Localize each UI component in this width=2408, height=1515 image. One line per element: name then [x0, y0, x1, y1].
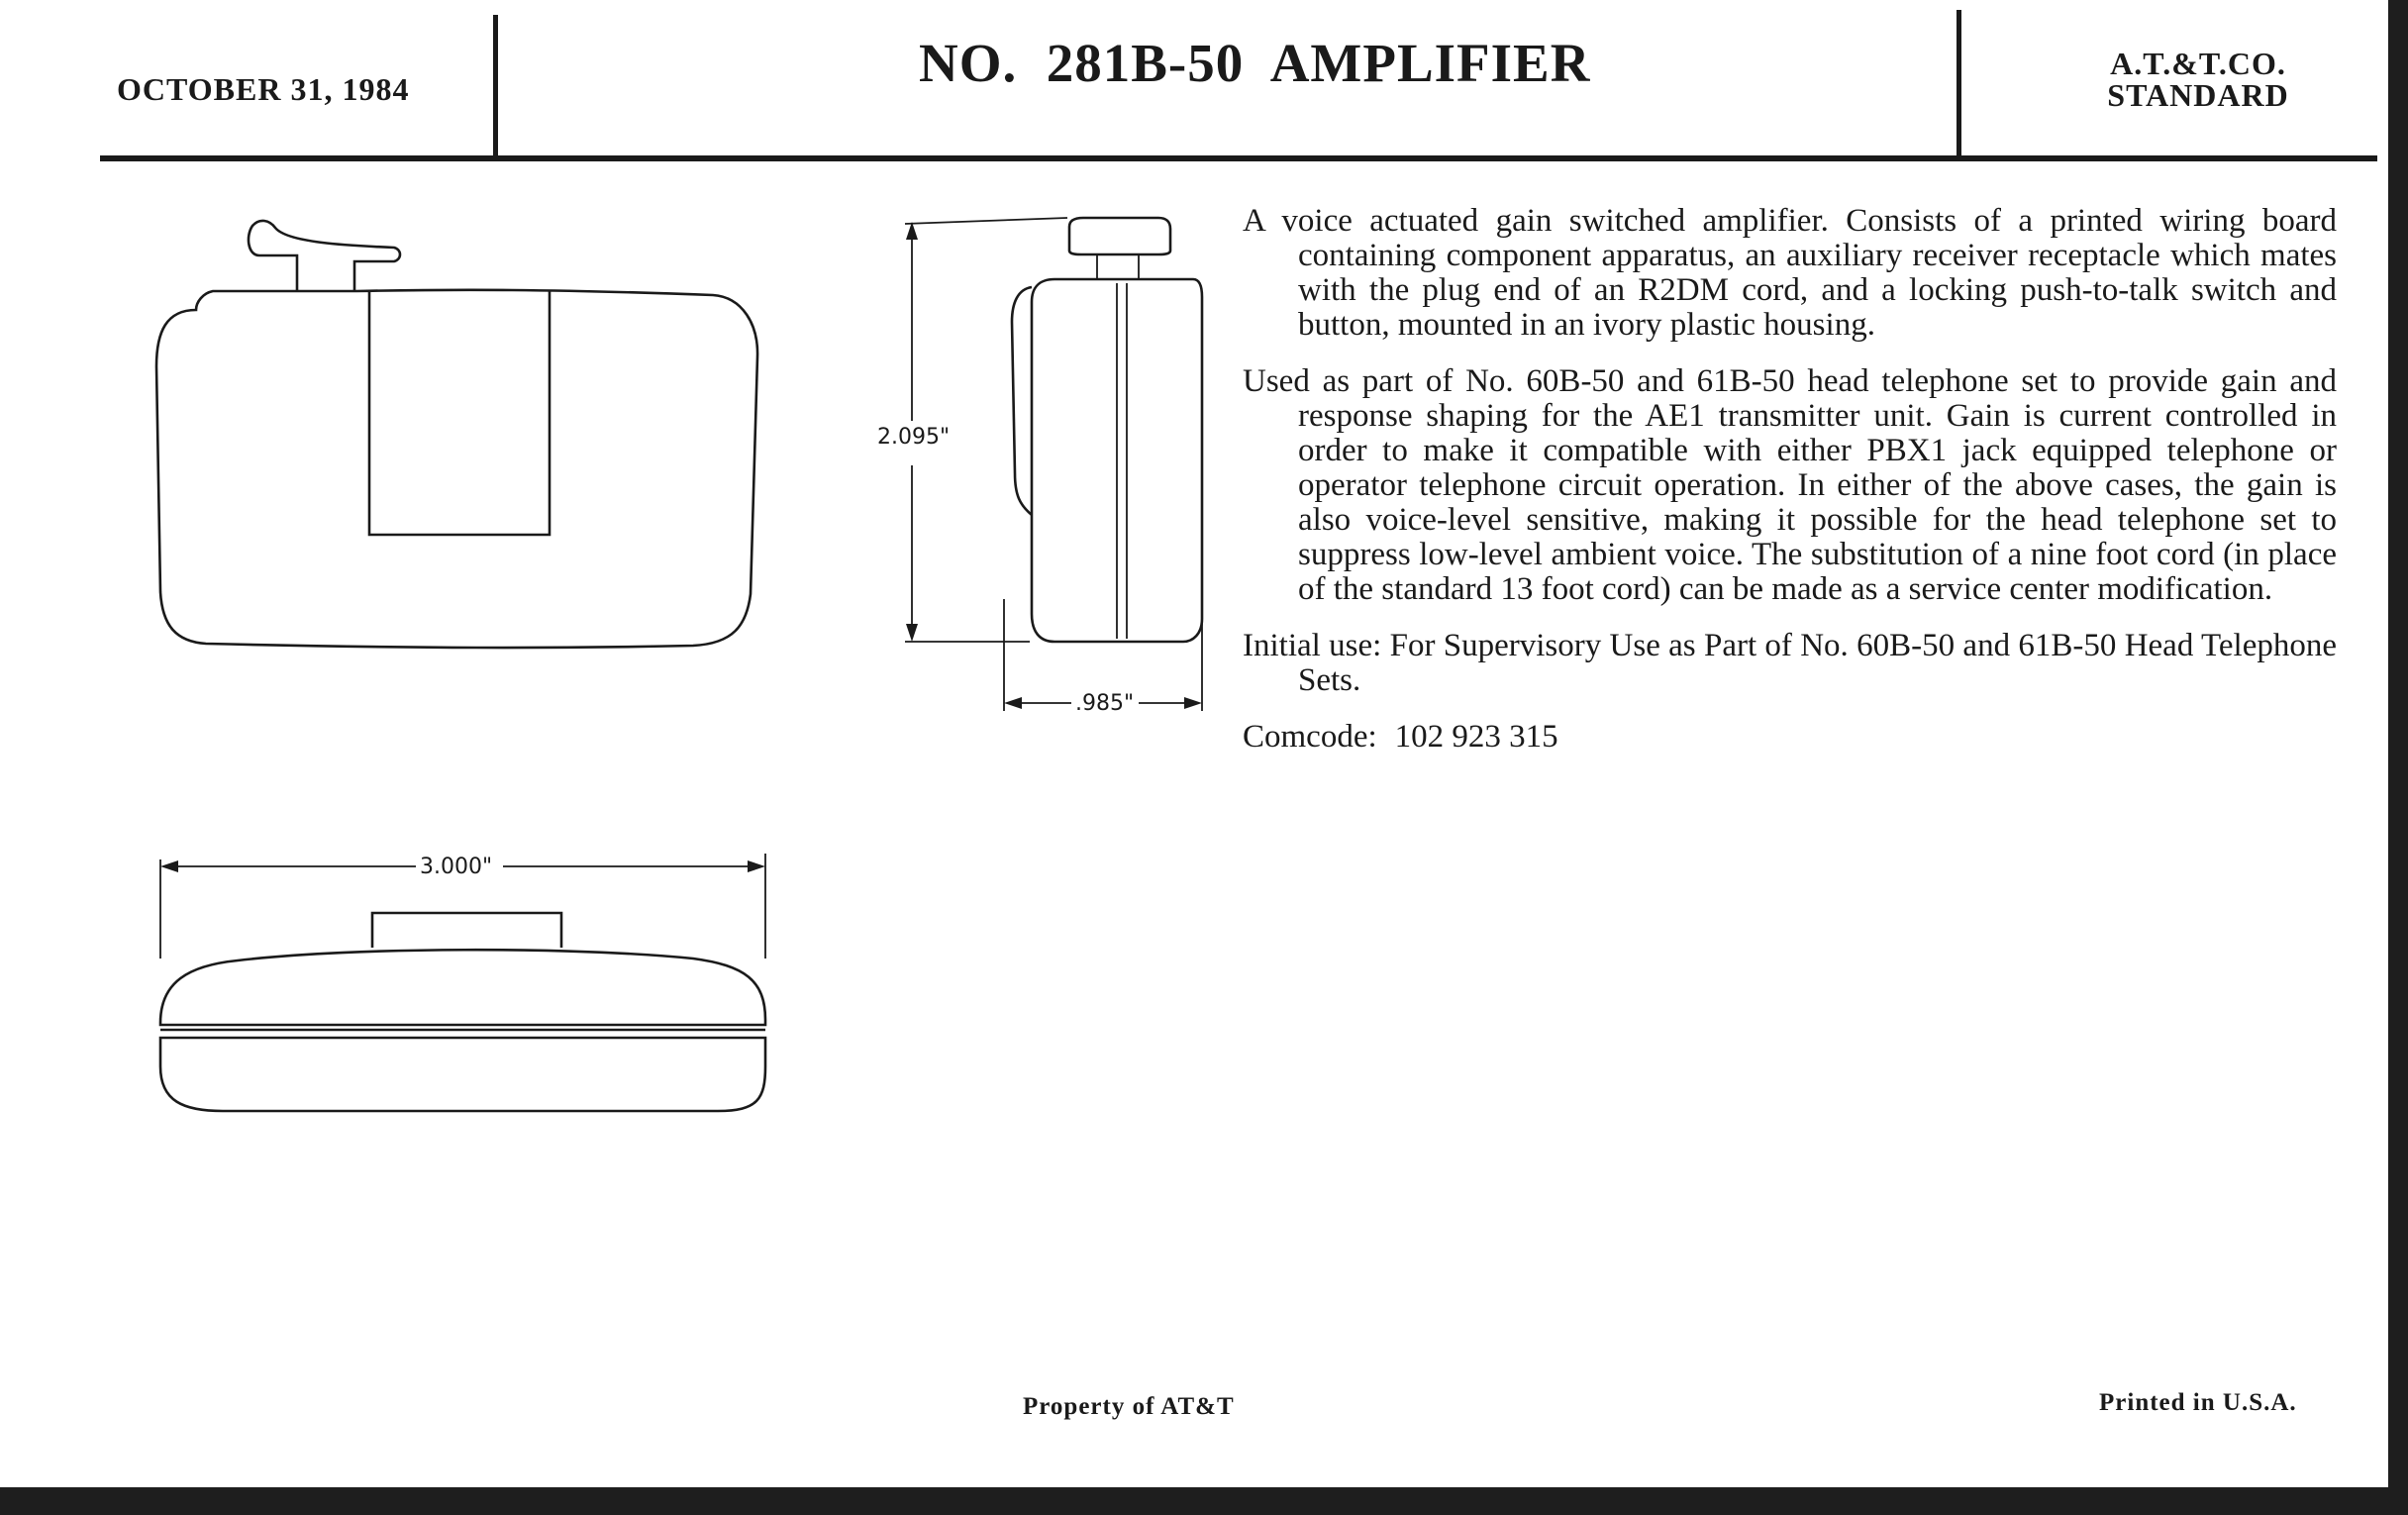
- dimension-width: [160, 854, 765, 959]
- comcode-value: 102 923 315: [1394, 719, 1558, 755]
- comcode-line: [1243, 720, 2337, 755]
- header-date: OCTOBER 31, 1984: [117, 71, 410, 107]
- footer-property: Property of AT&T: [1023, 1393, 1235, 1420]
- dimension-height: [877, 218, 1067, 642]
- dim-width-label: 3.000": [420, 855, 493, 879]
- header-standard-line1: A.T.&T.CO.: [2110, 46, 2286, 81]
- description-text: [1243, 204, 2337, 755]
- paragraph-initial-use: Initial use: For Supervisory Use as Part of No. 60B-50 and 61B-50 Head Telephone Sets.: [1243, 628, 2337, 698]
- side-view-drawing: [1012, 218, 1202, 642]
- header-standard-line2: STANDARD: [2107, 77, 2289, 113]
- dim-depth-label: .985": [1075, 691, 1135, 716]
- comcode-label: Comcode:: [1243, 719, 1377, 755]
- top-view-drawing: [160, 913, 765, 1111]
- front-view-drawing: [156, 221, 757, 648]
- paragraph-usage: Used as part of No. 60B-50 and 61B-50 head telephone set to provide gain and response shaping for the AE1 transmitter unit. Gain is current controlled in order to make it compatible with either PBX1 jack equipped telephone or operator telephone circuit operation. In either of the above cases, the gain is also voice-level sensitive, making it possible for the head telephone set to suppress low-level ambient voice. The substitution of a nine foot cord (in place of the standard 13 foot cord) can be made as a service center modification.: [1243, 363, 2337, 607]
- footer-printed: Printed in U.S.A.: [2099, 1389, 2297, 1416]
- page-title: NO. 281B-50 AMPLIFIER: [919, 33, 1591, 93]
- paragraph-description: A voice actuated gain switched amplifier. Consists of a printed wiring board containing component apparatus, an auxiliary receiver receptacle which mates with the plug end of an R2DM cord, and a locking push-to-talk switch and button, mounted in an ivory plastic housing.: [1243, 203, 2337, 343]
- dim-height-label: 2.095": [877, 425, 951, 450]
- dimension-depth: [1004, 517, 1202, 716]
